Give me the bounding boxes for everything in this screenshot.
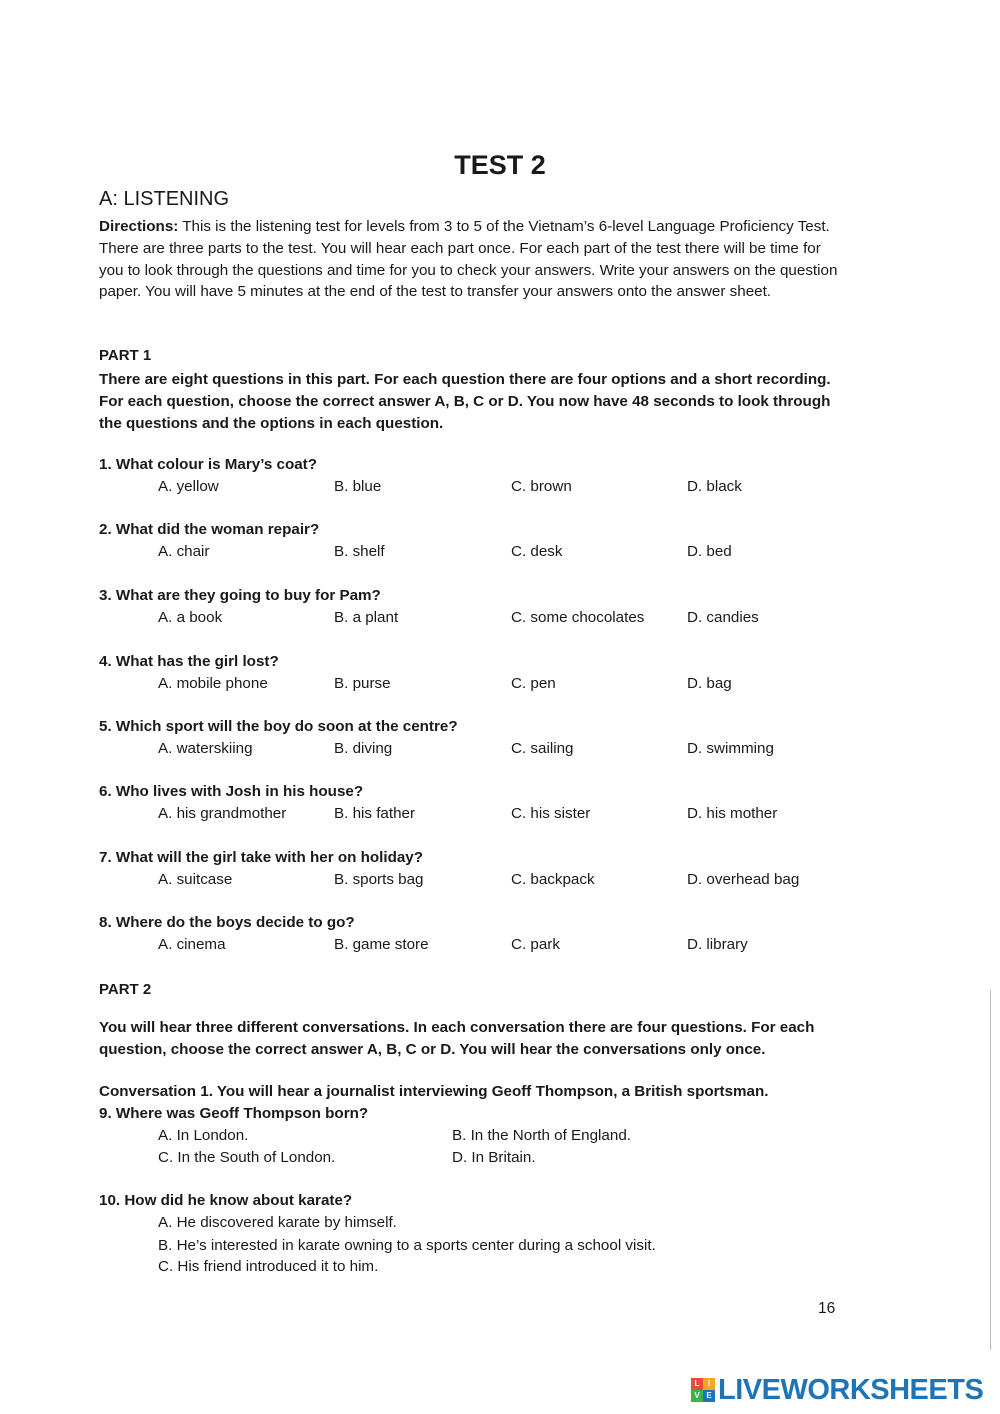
question-6-option-c: C. his sister <box>511 805 591 822</box>
logo-tile-v: V <box>691 1390 703 1402</box>
question-7-option-b: B. sports bag <box>334 871 424 888</box>
liveworksheets-logo-text: LIVEWORKSHEETS <box>718 1373 984 1406</box>
question-4-option-a: A. mobile phone <box>158 675 268 692</box>
question-3-text: 3. What are they going to buy for Pam? <box>99 587 381 604</box>
liveworksheets-logo <box>691 1374 983 1406</box>
question-1-option-a: A. yellow <box>158 478 219 495</box>
question-7-option-c: C. backpack <box>511 871 595 888</box>
question-3-option-d: D. candies <box>687 609 759 626</box>
question-2-text: 2. What did the woman repair? <box>99 521 320 538</box>
question-5-option-d: D. swimming <box>687 740 774 757</box>
question-3-option-c: C. some chocolates <box>511 609 645 626</box>
page-number: 16 <box>818 1300 836 1317</box>
question-9-text: 9. Where was Geoff Thompson born? <box>99 1105 369 1122</box>
question-8-option-a: A. cinema <box>158 936 226 953</box>
question-2-option-c: C. desk <box>511 543 563 560</box>
question-3-option-a: A. a book <box>158 609 223 626</box>
question-2-option-a: A. chair <box>158 543 210 560</box>
page-edge-divider <box>990 990 991 1350</box>
question-2-option-b: B. shelf <box>334 543 385 560</box>
question-2-option-d: D. bed <box>687 543 732 560</box>
question-1-option-c: C. brown <box>511 478 572 495</box>
question-5 <box>99 718 859 764</box>
question-7-option-d: D. overhead bag <box>687 871 800 888</box>
directions-paragraph <box>99 216 841 303</box>
question-4-text: 4. What has the girl lost? <box>99 653 279 670</box>
question-5-text: 5. Which sport will the boy do soon at the centre? <box>99 718 458 735</box>
question-5-option-a: A. waterskiing <box>158 740 253 757</box>
question-10-option-c: C. His friend introduced it to him. <box>158 1258 379 1275</box>
question-4 <box>99 653 859 699</box>
question-10-option-b: B. He’s interested in karate owning to a sports center during a school visit. <box>158 1237 656 1254</box>
directions-text: This is the listening test for levels from 3 to 5 of the Vietnam’s 6-level Language Proficiency Test. There are three parts to the test. You will hear each part once. For each part of the test there will be time for you to look through the questions and time for you to check your answers. Write your answers on the question paper. You will have 5 minutes at the end of the test to transfer your answers onto the answer sheet. <box>99 218 838 301</box>
liveworksheets-logo-icon <box>691 1378 715 1402</box>
question-7-option-a: A. suitcase <box>158 871 233 888</box>
part2-instructions: You will hear three different conversations. In each conversation there are four questions. For each question, choose the correct answer A, B, C or D. You will hear the conversations only once. <box>99 1019 815 1058</box>
question-3 <box>99 587 859 633</box>
question-1-option-d: D. black <box>687 478 742 495</box>
question-9-option-c: C. In the South of London. <box>158 1149 336 1166</box>
question-2 <box>99 521 859 567</box>
logo-tile-i: I <box>703 1378 715 1390</box>
question-4-option-d: D. bag <box>687 675 732 692</box>
section-heading: A: LISTENING <box>99 188 230 210</box>
question-6 <box>99 783 859 829</box>
directions-label: Directions: <box>99 218 179 235</box>
question-8-option-c: C. park <box>511 936 560 953</box>
question-6-text: 6. Who lives with Josh in his house? <box>99 783 364 800</box>
question-1 <box>99 456 859 502</box>
question-10-option-a: A. He discovered karate by himself. <box>158 1214 397 1231</box>
conversation-1-heading: Conversation 1. You will hear a journalist interviewing Geoff Thompson, a British sportsman. <box>99 1083 769 1100</box>
question-5-option-b: B. diving <box>334 740 393 757</box>
question-5-option-c: C. sailing <box>511 740 574 757</box>
question-7-text: 7. What will the girl take with her on holiday? <box>99 849 424 866</box>
question-6-option-a: A. his grandmother <box>158 805 287 822</box>
part1-instructions: There are eight questions in this part. For each question there are four options and a short recording. For each question, choose the correct answer A, B, C or D. You now have 48 seconds to look through the questions and the options in each question. <box>99 371 831 432</box>
question-10-text: 10. How did he know about karate? <box>99 1192 353 1209</box>
part1-label: PART 1 <box>99 347 152 364</box>
question-9-option-a: A. In London. <box>158 1127 249 1144</box>
question-7 <box>99 849 859 895</box>
question-8 <box>99 914 859 960</box>
logo-tile-e: E <box>703 1390 715 1402</box>
question-6-option-b: B. his father <box>334 805 416 822</box>
question-4-option-c: C. pen <box>511 675 556 692</box>
part2-label: PART 2 <box>99 981 152 998</box>
question-1-text: 1. What colour is Mary’s coat? <box>99 456 318 473</box>
question-9-option-d: D. In Britain. <box>452 1149 536 1166</box>
question-3-option-b: B. a plant <box>334 609 399 626</box>
page-title: TEST 2 <box>454 150 546 180</box>
question-1-option-b: B. blue <box>334 478 382 495</box>
question-8-text: 8. Where do the boys decide to go? <box>99 914 355 931</box>
question-6-option-d: D. his mother <box>687 805 778 822</box>
question-4-option-b: B. purse <box>334 675 391 692</box>
question-8-option-b: B. game store <box>334 936 429 953</box>
question-9-option-b: B. In the North of England. <box>452 1127 631 1144</box>
logo-tile-l: L <box>691 1378 703 1390</box>
question-8-option-d: D. library <box>687 936 748 953</box>
